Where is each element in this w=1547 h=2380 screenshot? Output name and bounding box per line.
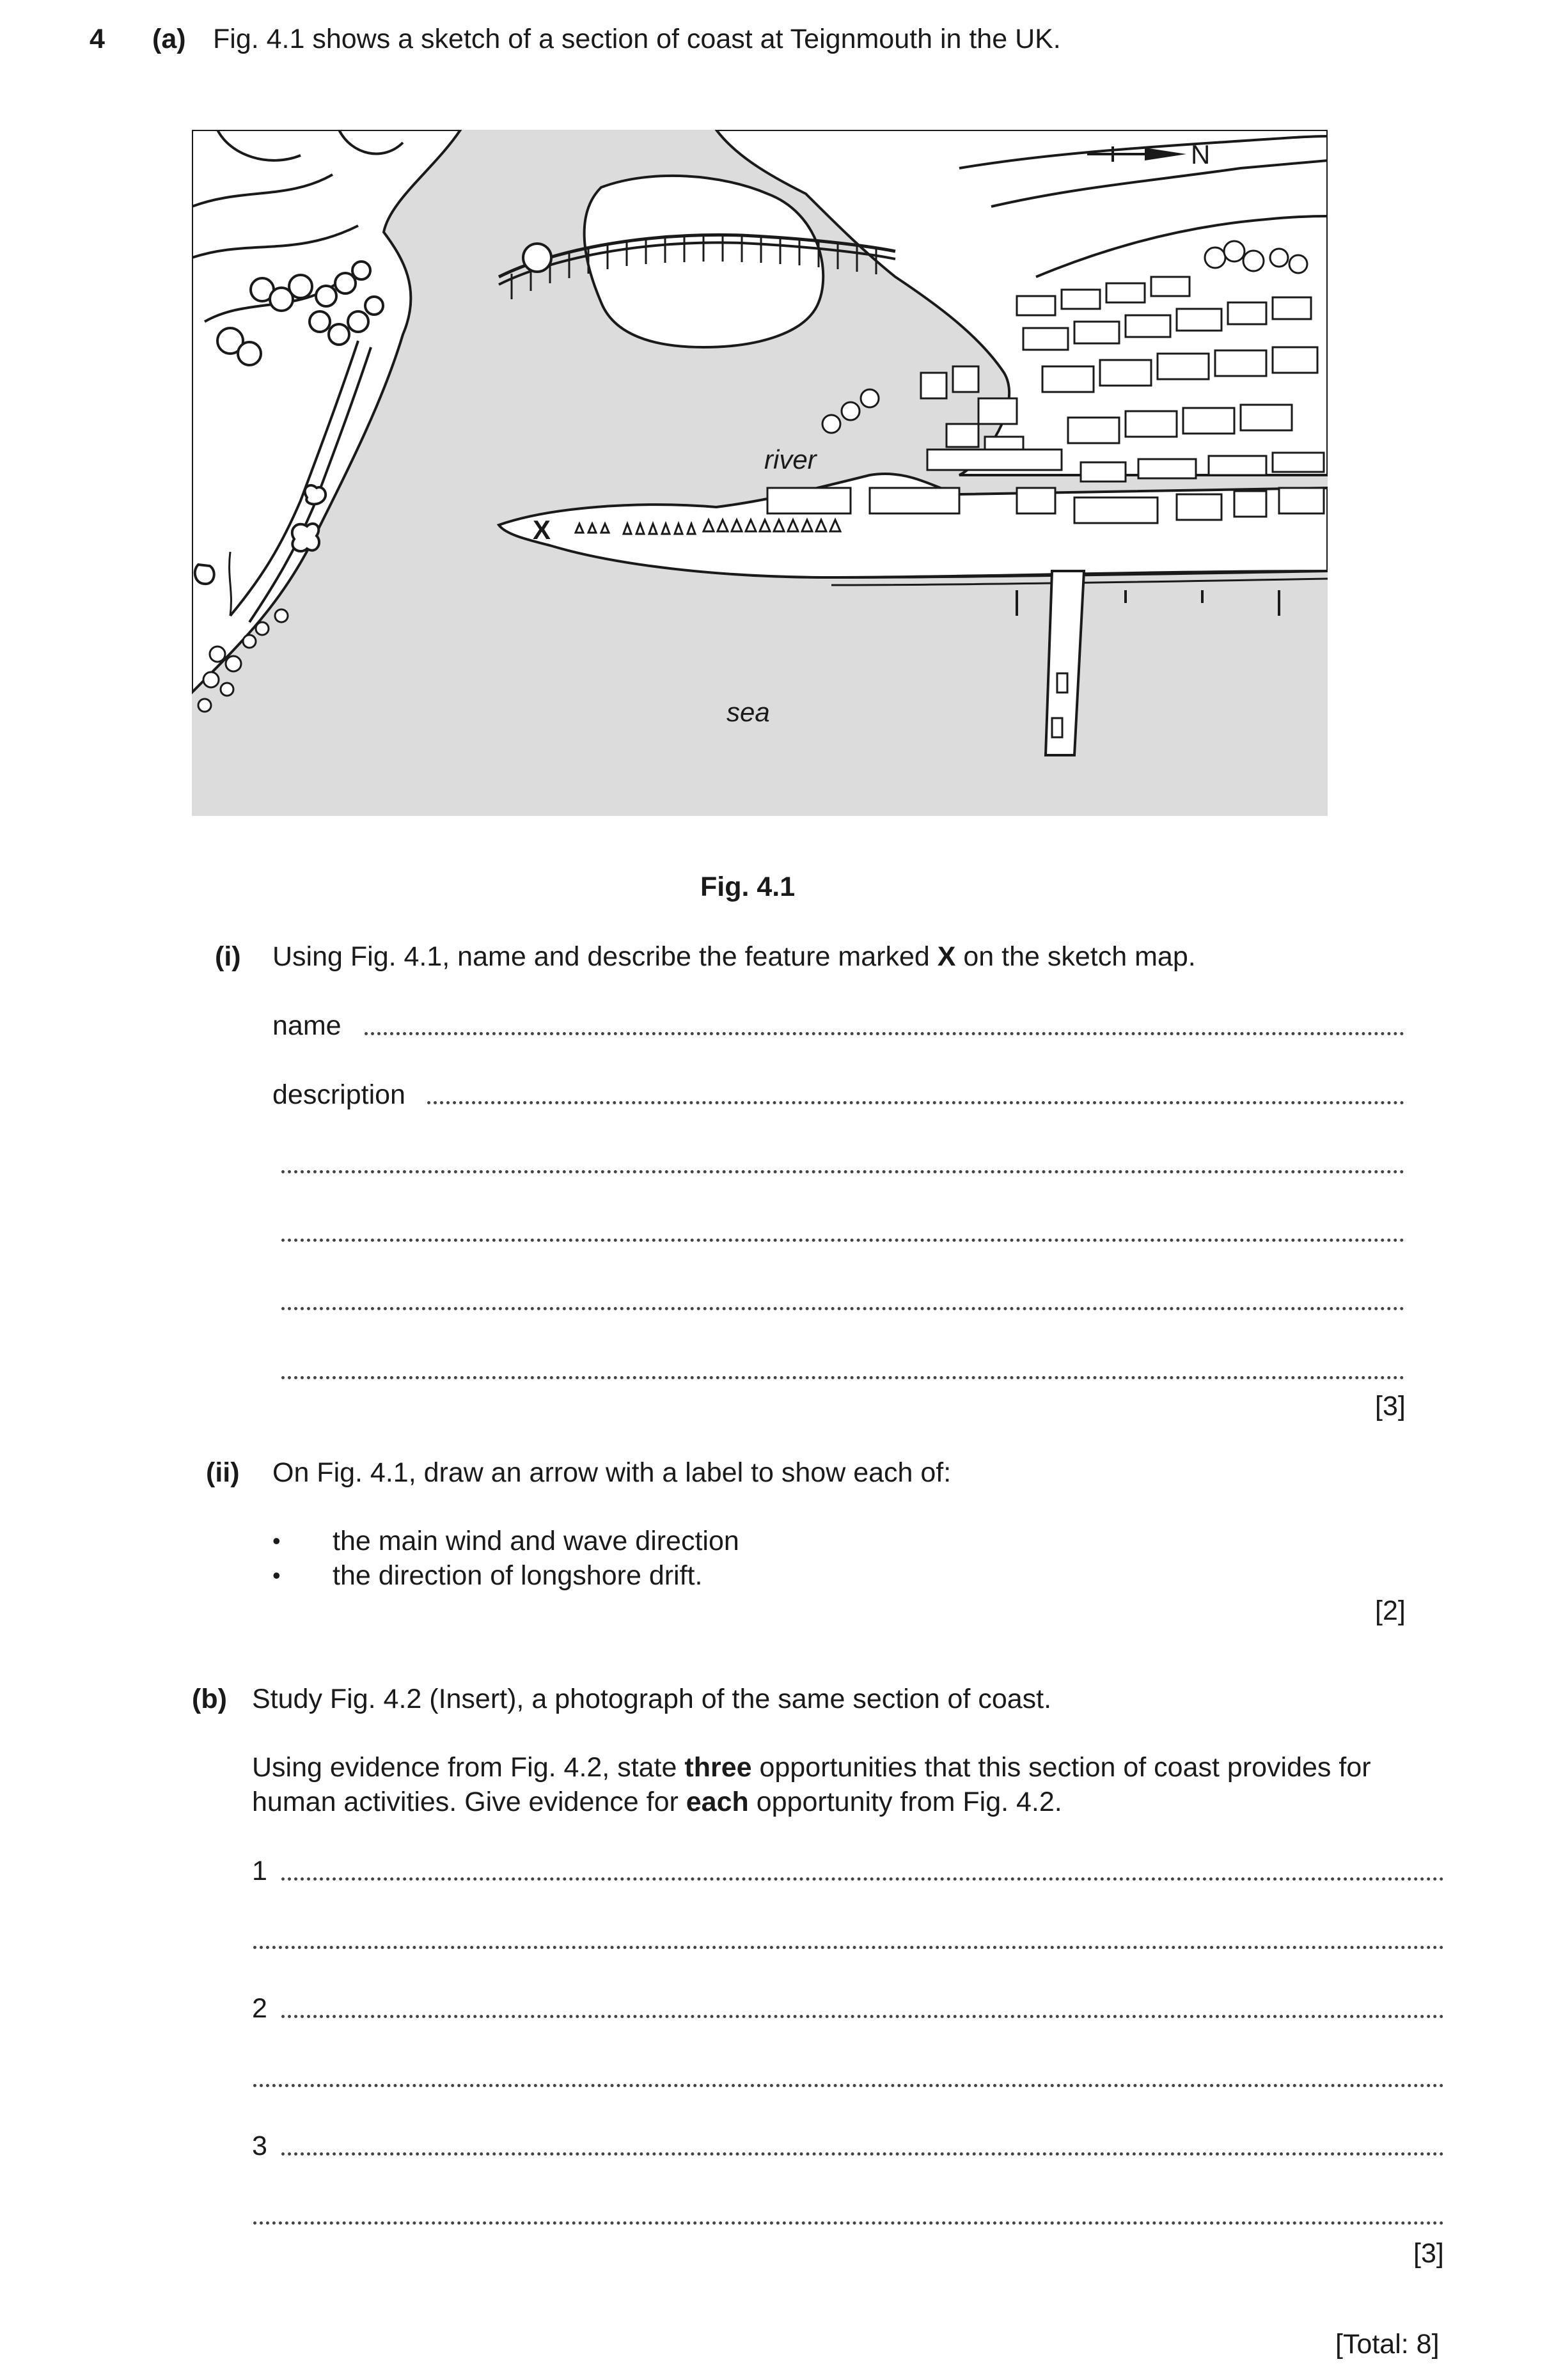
answer-number: 1 [252, 1856, 267, 1886]
part-b-label: (b) [192, 1684, 227, 1714]
x-marker: X [533, 515, 551, 545]
total-marks: [Total: 8] [1335, 2329, 1440, 2360]
description-answer-line[interactable] [281, 1376, 1404, 1379]
part-a-label: (a) [152, 24, 186, 54]
answer-line[interactable] [253, 2221, 1444, 2225]
answer-line[interactable] [253, 2084, 1444, 2087]
bullet-icon: • [272, 1528, 281, 1554]
answer-number: 2 [252, 1993, 267, 2024]
description-label: description [272, 1079, 405, 1110]
answer-line[interactable] [253, 1946, 1444, 1949]
part-ii-label: (ii) [206, 1457, 240, 1488]
part-b-question-line1: Using evidence from Fig. 4.2, state three opportunities that this section of coast provides for [252, 1752, 1371, 1783]
north-label: N [1191, 139, 1211, 169]
name-answer-line[interactable] [365, 1032, 1404, 1035]
part-b-intro: Study Fig. 4.2 (Insert), a photograph of the same section of coast. [252, 1684, 1052, 1714]
bullet-icon: • [272, 1562, 281, 1588]
part-i-question: Using Fig. 4.1, name and describe the feature marked X on the sketch map. [272, 941, 1196, 972]
bullet-item: the direction of longshore drift. [333, 1560, 703, 1591]
part-ii-marks: [2] [1375, 1595, 1406, 1626]
part-ii-question: On Fig. 4.1, draw an arrow with a label to show each of: [272, 1457, 952, 1488]
part-a-intro: Fig. 4.1 shows a sketch of a section of coast at Teignmouth in the UK. [213, 24, 1061, 54]
answer-line[interactable] [281, 1877, 1444, 1881]
answer-number: 3 [252, 2131, 267, 2161]
name-label: name [272, 1010, 342, 1041]
sea-label: sea [726, 697, 770, 727]
sketch-map [192, 130, 1328, 816]
description-answer-line[interactable] [281, 1307, 1404, 1310]
bullet-item: the main wind and wave direction [333, 1526, 739, 1556]
river-label: river [764, 444, 817, 474]
description-answer-line[interactable] [281, 1239, 1404, 1242]
description-answer-line[interactable] [427, 1101, 1404, 1104]
part-i-label: (i) [215, 941, 241, 972]
figure-caption: Fig. 4.1 [700, 872, 796, 902]
question-number: 4 [90, 24, 105, 54]
answer-line[interactable] [281, 2015, 1444, 2018]
part-i-marks: [3] [1375, 1391, 1406, 1421]
description-answer-line[interactable] [281, 1170, 1404, 1173]
answer-line[interactable] [281, 2152, 1444, 2156]
part-b-question-line2: human activities. Give evidence for each opportunity from Fig. 4.2. [252, 1787, 1062, 1817]
part-b-marks: [3] [1413, 2238, 1444, 2269]
